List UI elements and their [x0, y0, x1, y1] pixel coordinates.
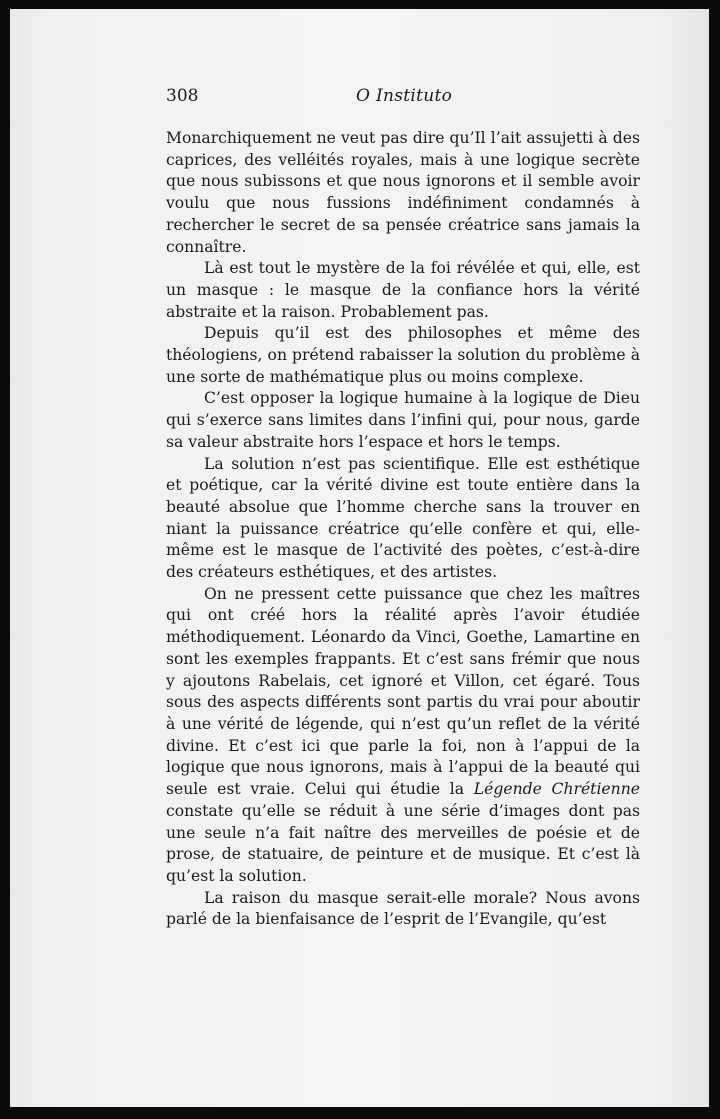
paragraph: La raison du masque serait-elle morale? Nous avons parlé de la bienfaisance de l’esprit de l’Evangile, qu’est	[166, 888, 640, 929]
page-number: 308	[166, 86, 199, 106]
paragraph-text: constate qu’elle se réduit à une série d’images dont pas une seule n’a fait naître des merveilles de poésie et de prose, de statuaire, de peinture et de musique. Et c’est là qu’est la solution.	[166, 801, 640, 885]
journal-title: O Instituto	[356, 86, 453, 106]
paragraph: Depuis qu’il est des philosophes et même des théologiens, on prétend rabaisser la solution du problème à une sorte de mathématique plus ou moins complexe.	[166, 324, 640, 386]
paragraph-text: On ne pressent cette puissance que chez les maîtres qui ont créé hors la réalité après l’avoir étudiée méthodiquement. Léonardo da Vinci, Goethe, Lamartine en sont les exemples frappants. Et c’est sans frémir que nous y ajoutons Rabelais, cet ignoré et Villon, cet égaré. Tous sous des aspects différents sont partis du vrai pour aboutir à une vérité de légende, qui n’est qu’un reflet de la vérité divine. Et c’est ici que parle la foi, non à l’appui de la logique que nous ignorons, mais à l’appui de la beauté qui seule est vraie. Celui qui étudie la	[166, 584, 640, 799]
paragraph: La solution n’est pas scientifique. Elle est esthétique et poétique, car la vérité divine est toute entière dans la beauté absolue que l’homme cherche sans la trouver en niant la puissance créatrice qu’elle confère et qui, elle-même est le masque de l’activité des poètes, c’est-à-dire des créateurs esthétiques, et des artistes.	[166, 454, 640, 582]
running-head	[166, 86, 640, 110]
book-title-emphasis: Légende Chrétienne	[473, 780, 640, 799]
body-text	[166, 128, 640, 931]
paragraph: Monarchiquement ne veut pas dire qu’Il l’ait assujetti à des caprices, des velléités royales, mais à une logique secrète que nous subissons et que nous ignorons et il semble avoir voulu que nous fussions indéfiniment condamnés à rechercher le secret de sa pensée créatrice sans jamais la connaître.	[166, 129, 640, 256]
paragraph: C’est opposer la logique humaine à la logique de Dieu qui s’exerce sans limites dans l’infini qui, pour nous, garde sa valeur abstraite hors l’espace et hors le temps.	[166, 389, 640, 451]
paragraph: Là est tout le mystère de la foi révélée et qui, elle, est un masque : le masque de la confiance hors la vérité abstraite et la raison. Probablement pas.	[166, 259, 640, 321]
paragraph	[166, 584, 640, 888]
